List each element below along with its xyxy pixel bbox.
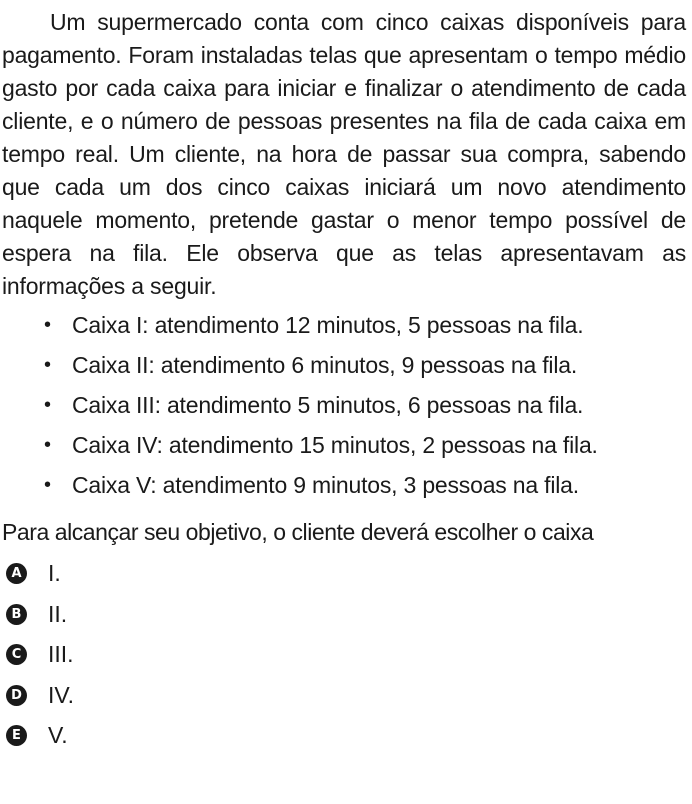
list-item [2,465,686,505]
option-text: III. [48,641,74,667]
question-prompt: Para alcançar seu objetivo, o cliente deverá escolher o caixa [2,519,594,545]
list-item-text: Caixa V: atendimento 9 minutos, 3 pessoas na fila. [72,472,579,498]
option-c[interactable] [2,634,686,675]
list-item-text: Caixa IV: atendimento 15 minutos, 2 pessoas na fila. [72,432,598,458]
option-e[interactable] [2,715,686,756]
list-item [2,385,686,425]
option-text: I. [48,560,61,586]
list-item-text: Caixa II: atendimento 6 minutos, 9 pessoas na fila. [72,352,578,378]
option-a[interactable] [2,553,686,594]
question-statement: Um supermercado conta com cinco caixas disponíveis para pagamento. Foram instaladas telas que apresentam o tempo médio gasto por cada caixa para iniciar e finalizar o atendimento de cada cliente, e o número de pessoas presentes na fila de cada caixa em tempo real. Um cliente, na hora de passar sua compra, sabendo que cada um dos cinco caixas iniciará um novo atendimento naquele momento, pretende gastar o menor tempo possível de espera na fila. Ele observa que as telas apresentavam as informações a seguir. [2,9,686,299]
option-text: II. [48,600,68,627]
option-letter-badge: B [6,604,27,625]
cashier-info-list [2,305,686,505]
bullet-icon: • [44,314,51,336]
option-b[interactable] [2,594,686,635]
bullet-icon: • [44,434,51,456]
option-letter-badge: E [6,725,27,746]
option-letter-badge: C [6,644,27,665]
list-item-text: Caixa III: atendimento 5 minutos, 6 pessoas na fila. [72,392,584,418]
bullet-icon: • [44,394,51,416]
list-item-text: Caixa I: atendimento 12 minutos, 5 pessoas na fila. [72,312,584,338]
option-d[interactable] [2,675,686,716]
answer-options [2,553,686,756]
option-text: IV. [48,681,75,708]
list-item [2,305,686,345]
bullet-icon: • [44,474,51,496]
option-text: V. [48,722,68,748]
list-item [2,345,686,385]
bullet-icon: • [44,354,51,376]
option-letter-badge: D [6,685,27,706]
list-item [2,425,686,465]
option-letter-badge: A [6,563,27,584]
